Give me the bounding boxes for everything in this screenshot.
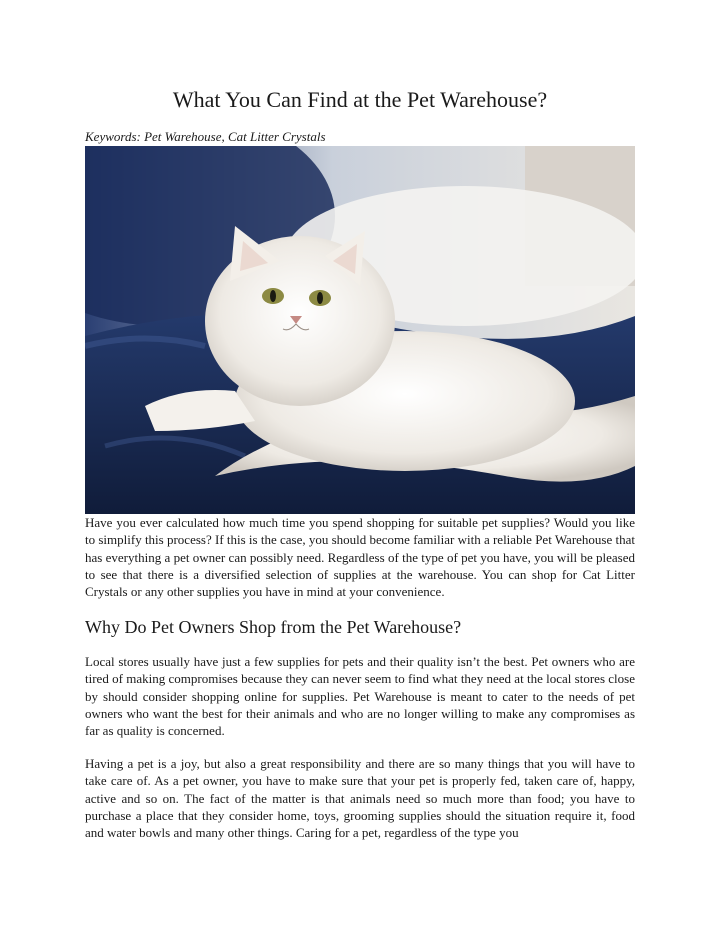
- keywords-line: Keywords: Pet Warehouse, Cat Litter Crystals: [85, 129, 326, 144]
- intro-paragraph: Have you ever calculated how much time you spend shopping for suitable pet supplies? Would you like to simplify this process? If this is the case, you should become familiar with a reliable Pet Warehouse that has everything a pet owner can possibly need. Regardless of the type of pet you have, you will be pleased to see that there is a diversified selection of supplies at the warehouse. You can shop for Cat Litter Crystals or any other supplies you have in mind at your convenience.: [85, 515, 635, 600]
- document-title: What You Can Find at the Pet Warehouse?: [172, 87, 548, 112]
- section-heading: Why Do Pet Owners Shop from the Pet Warehouse?: [85, 617, 462, 637]
- body-paragraph: Having a pet is a joy, but also a great responsibility and there are so many things that you will have to take care of. As a pet owner, you have to make sure that your pet is properly fed, taken care of, happy, active and so on. The fact of the matter is that animals need so much more than food; you have to purchase a place that they consider home, toys, grooming supplies should the situation require it, food and water bowls and many other things. Caring for a pet, regardless of the type you: [85, 756, 635, 841]
- body-paragraph: Local stores usually have just a few supplies for pets and their quality isn’t the best. Pet owners who are tired of making compromises because they can never seem to find what they need at the local stores close by should consider shopping online for supplies. Pet Warehouse is meant to cater to the needs of pet owners who want the best for their animals and who are no longer willing to make any compromises as far as quality is concerned.: [85, 654, 635, 739]
- white-cat-photo: [85, 146, 635, 514]
